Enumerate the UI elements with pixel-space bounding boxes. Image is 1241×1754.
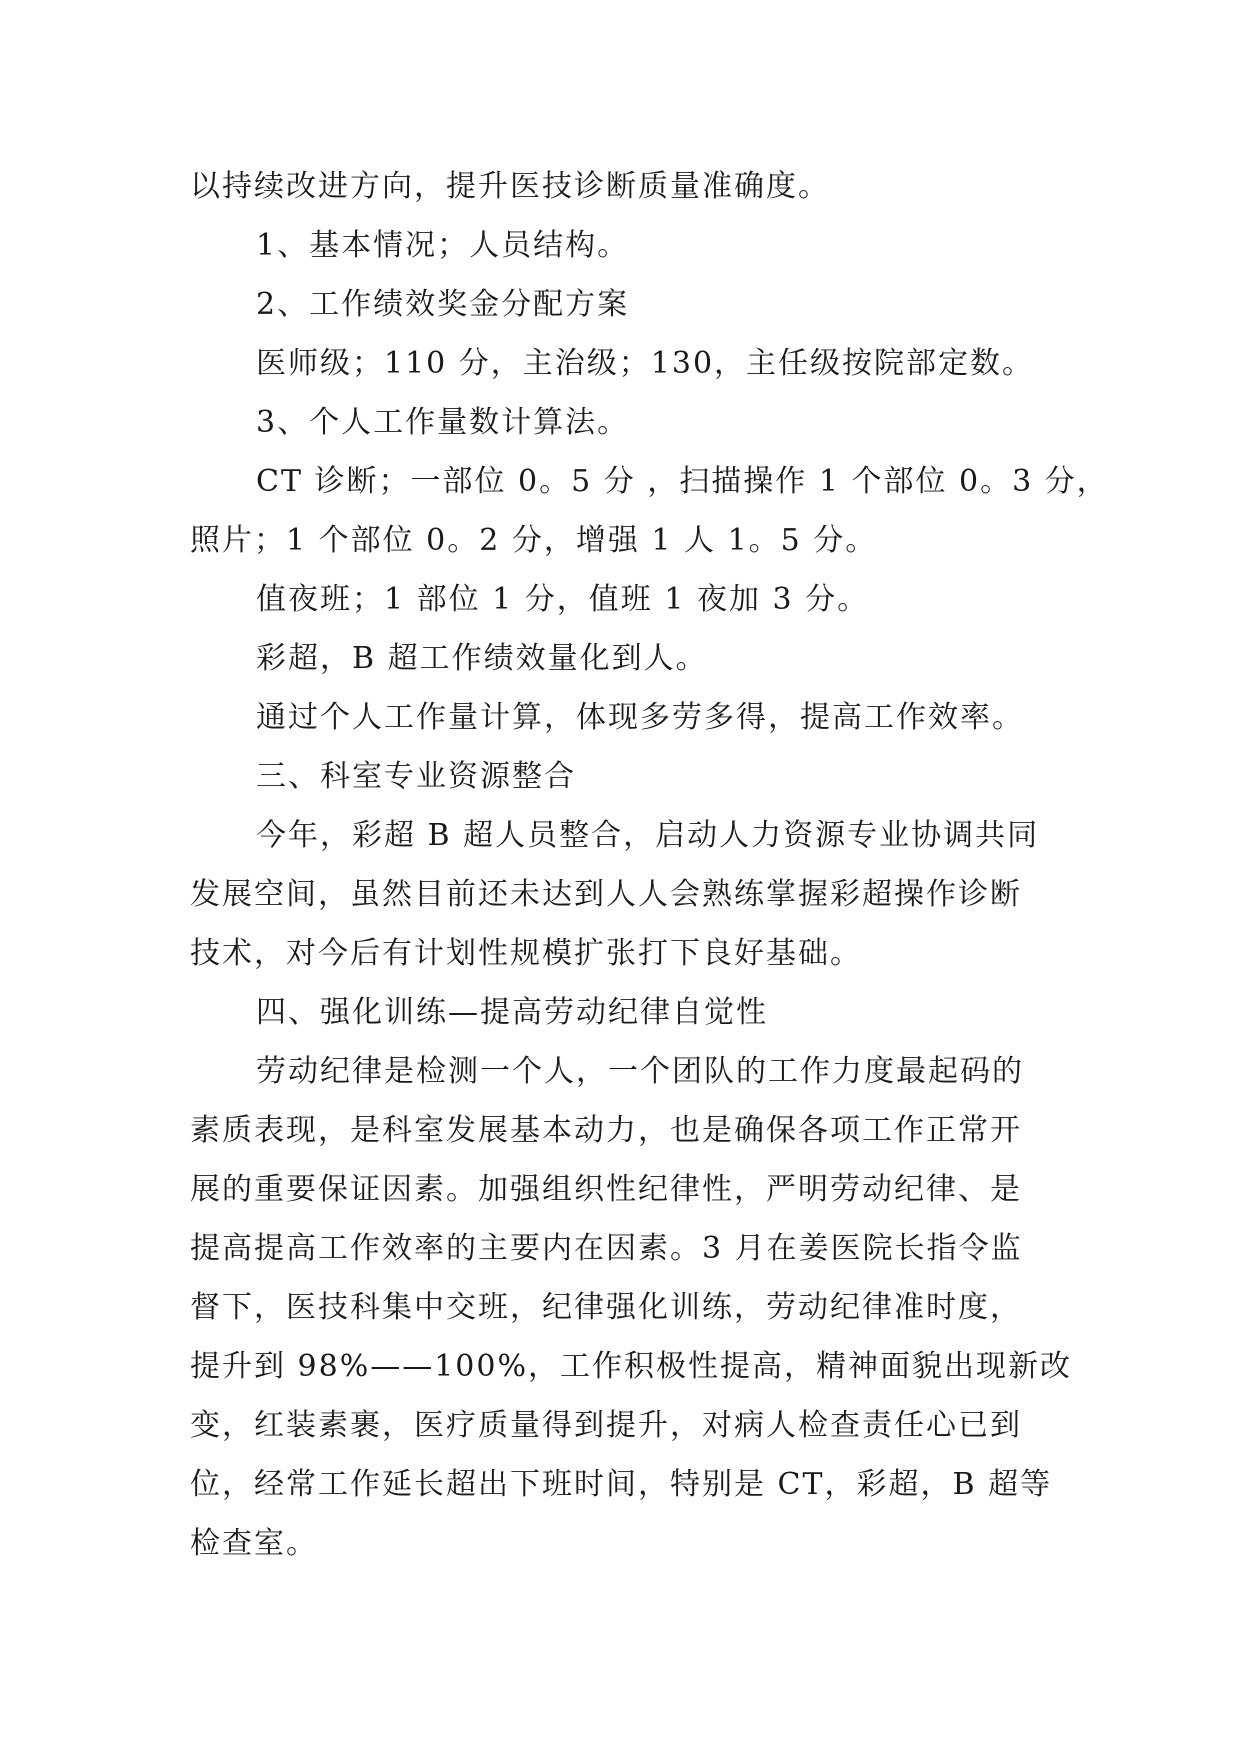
text-line: 今年，彩超 B 超人员整合，启动人力资源专业协调共同 [256, 818, 1040, 853]
text-line: 素质表现，是科室发展基本动力，也是确保各项工作正常开 [190, 1113, 1022, 1148]
text-line: 位，经常工作延长超出下班时间，特别是 CT，彩超，B 超等 [190, 1467, 1053, 1502]
text-line: 以持续改进方向，提升医技诊断质量准确度。 [190, 169, 830, 204]
text-line: 四、强化训练—提高劳动纪律自觉性 [256, 995, 768, 1030]
text-line: 劳动纪律是检测一个人，一个团队的工作力度最起码的 [256, 1054, 1024, 1089]
text-line: 三、科室专业资源整合 [256, 759, 576, 794]
text-line: 彩超，B 超工作绩效量化到人。 [256, 641, 708, 676]
text-line: 通过个人工作量计算，体现多劳多得，提高工作效率。 [256, 700, 1024, 735]
text-line: 医师级；110 分，主治级；130，主任级按院部定数。 [256, 346, 1035, 381]
text-line: 2、工作绩效奖金分配方案 [256, 287, 630, 322]
text-line: 技术，对今后有计划性规模扩张打下良好基础。 [190, 936, 862, 971]
text-line: 值夜班；1 部位 1 分，值班 1 夜加 3 分。 [256, 582, 870, 617]
text-line: 3、个人工作量数计算法。 [256, 405, 630, 440]
text-line: 检查室。 [190, 1526, 318, 1561]
text-line: 发展空间，虽然目前还未达到人人会熟练掌握彩超操作诊断 [190, 877, 1022, 912]
text-line: 1、基本情况；人员结构。 [256, 228, 630, 263]
text-line: 展的重要保证因素。加强组织性纪律性，严明劳动纪律、是 [190, 1172, 1022, 1207]
text-line: 照片；1 个部位 0。2 分，增强 1 人 1。5 分。 [190, 523, 878, 558]
text-line: 提升到 98%——100%，工作积极性提高，精神面貌出现新改 [190, 1349, 1072, 1384]
text-line: 提高提高工作效率的主要内在因素。3 月在姜医院长指令监 [190, 1231, 1023, 1266]
text-line: 督下，医技科集中交班，纪律强化训练，劳动纪律准时度， [190, 1290, 1022, 1325]
text-line: CT 诊断；一部位 0。5 分 ，扫描操作 1 个部位 0。3 分， [256, 464, 1109, 499]
text-line: 变，红装素裹，医疗质量得到提升，对病人检查责任心已到 [190, 1408, 1022, 1443]
